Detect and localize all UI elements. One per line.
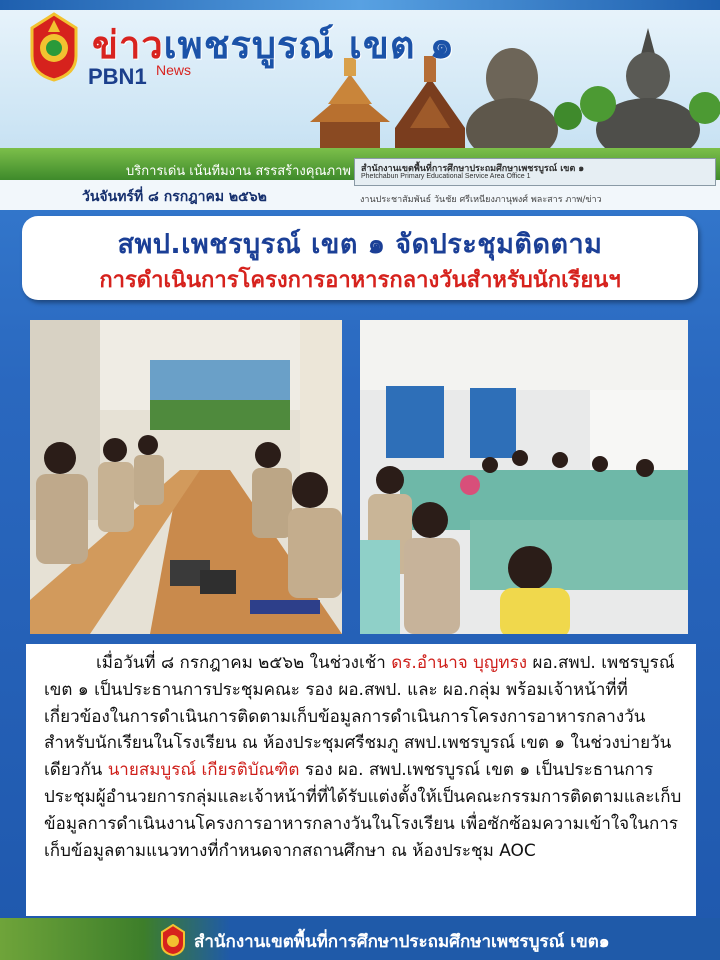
brand-pbn1: PBN1 [88, 64, 147, 89]
masthead-title-news: ข่าว [92, 23, 164, 67]
headline-line1: สพป.เพชรบูรณ์ เขต ๑ จัดประชุมติดตาม [117, 229, 603, 260]
footer-emblem-icon [160, 924, 186, 956]
office-name-th: สำนักงานเขตพื้นที่การศึกษาประถมศึกษาเพชรบูรณ์ เขต ๑ [361, 164, 585, 174]
headline-box [22, 216, 698, 300]
meeting-photo-afternoon [360, 320, 688, 634]
masthead [0, 0, 720, 210]
article-text-1: เมื่อวันที่ ๘ กรกฎาคม ๒๕๖๒ ในช่วงเช้า [96, 653, 392, 673]
brand-news: News [156, 62, 192, 78]
top-stripe [0, 0, 720, 10]
footer-office-name: สำนักงานเขตพื้นที่การศึกษาประถมศึกษาเพชรบูรณ์ เขต๑ [194, 932, 610, 952]
obec-emblem-icon [24, 12, 84, 82]
issue-date: วันจันทร์ที่ ๘ กรกฎาคม ๒๕๖๒ [82, 189, 267, 205]
headline-line2: การดำเนินการโครงการอาหารกลางวันสำหรับนักเรียนฯ [99, 268, 621, 293]
masthead-title-area: เพชรบูรณ์ เขต ๑ [163, 23, 455, 67]
office-name-en: Phetchabun Primary Educational Service Area Office 1 [361, 173, 531, 180]
meeting-photo-morning [30, 320, 342, 634]
article-body [44, 650, 686, 864]
article-body-box [26, 644, 696, 916]
photo-credit: งานประชาสัมพันธ์ วันชัย ศรีเหนียงภานุพงศ์ พละสาร ภาพ/ข่าว [360, 195, 602, 205]
office-signboard [354, 158, 716, 186]
article-text-2: ผอ.สพป. เพชรบูรณ์ เขต ๑ เป็นประธานการประชุมคณะ รอง ผอ.สพป. และ ผอ.กลุ่ม พร้อมเจ้าหน้าที่ที่เกี่ยวข้องในการดำเนินการติดตามเก็บข้อมูลการดำเนินการโครงการอาหารกลางวันสำหรับนักเรียนในโรงเรียน ณ ห้องประชุมศรีชมภู สพป.เพชรบูรณ์ เขต ๑ ในช่วงบ่ายวันเดียวกัน [44, 653, 675, 781]
article-name-deputy: นายสมบูรณ์ เกียรติบัณฑิต [107, 760, 300, 781]
footer-banner [0, 918, 720, 960]
article-name-director: ดร.อำนาจ บุญทรง [391, 653, 528, 673]
slogan: บริการเด่น เน้นทีมงาน สรรสร้างคุณภาพ [126, 164, 351, 179]
article-text-3: รอง ผอ. สพป.เพชรบูรณ์ เขต ๑ เป็นประธานการประชุมผู้อำนวยการกลุ่มและเจ้าหน้าที่ที่ได้รับแต่งตั้งให้เป็นคณะกรรมการติดตามและเก็บข้อมูลการดำเนินงานโครงการอาหารกลางวันในโรงเรียน เพื่อซักซ้อมความเข้าใจในการเก็บข้อมูลตามแนวทางที่กำหนดจากสถานศึกษา ณ ห้องประชุม AOC [44, 760, 682, 861]
